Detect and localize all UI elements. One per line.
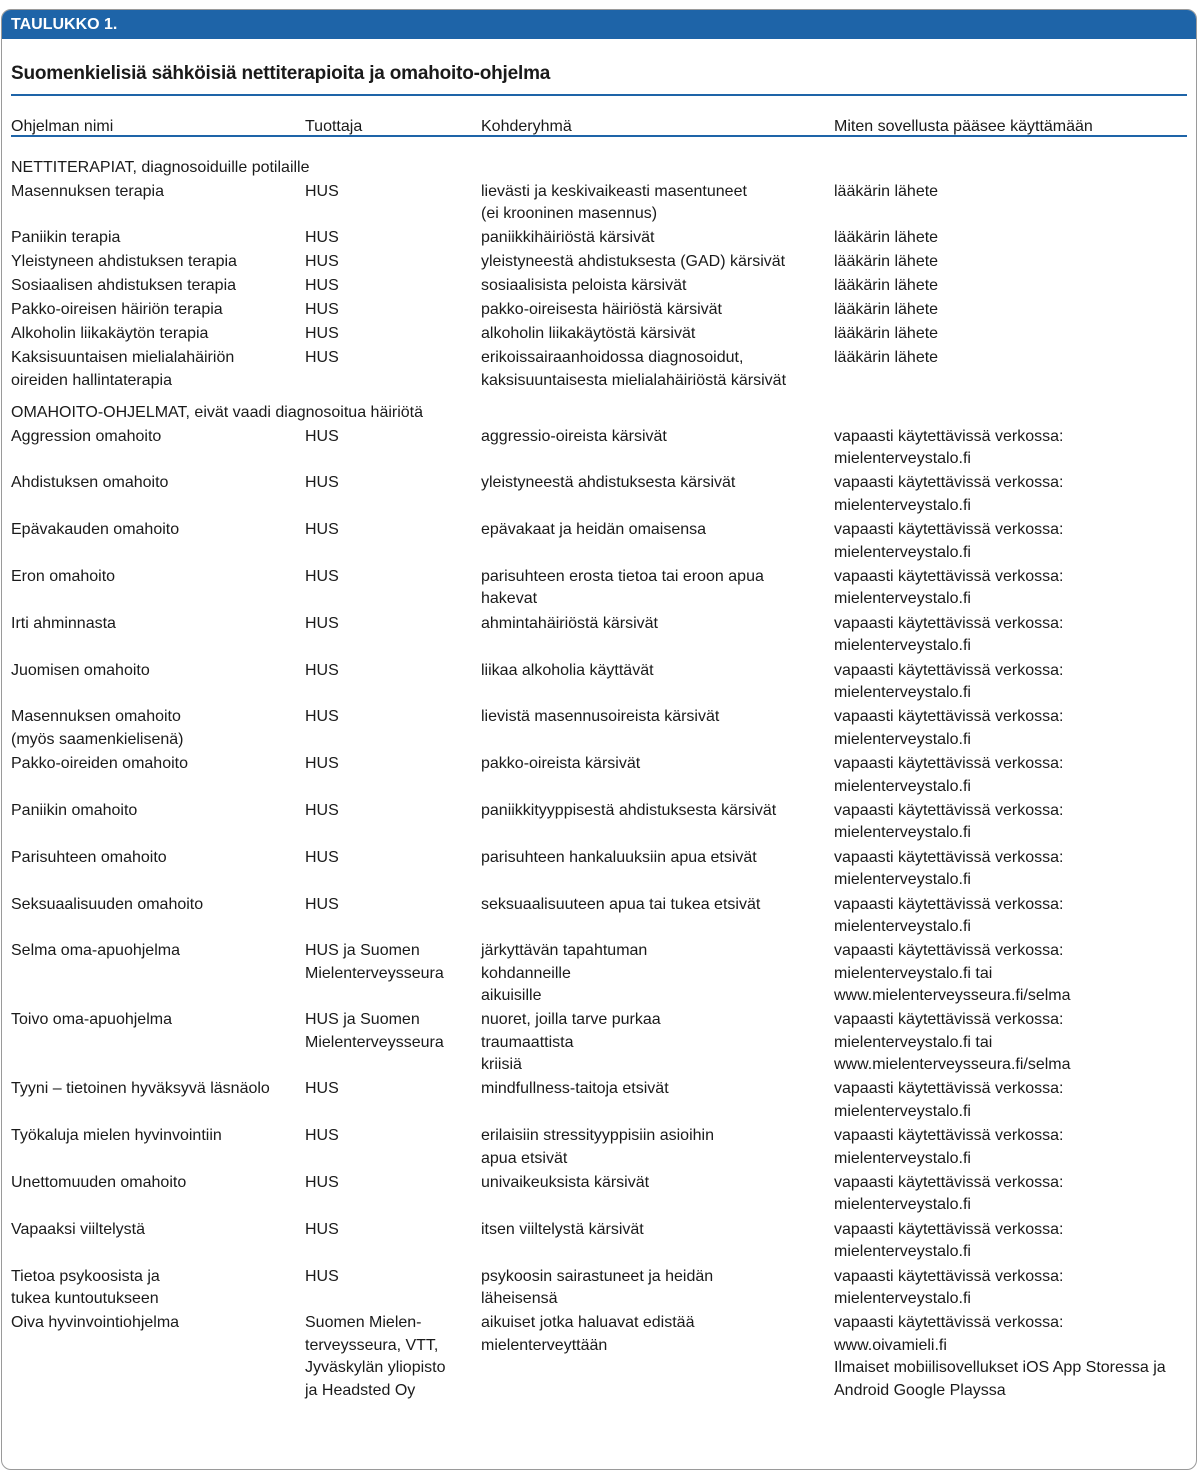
cell-target bbox=[481, 847, 757, 870]
cell-access bbox=[834, 472, 1063, 517]
cell-access bbox=[834, 753, 1063, 798]
cell-producer bbox=[305, 753, 339, 776]
cell-producer bbox=[305, 519, 339, 542]
cell-line: mielenterveystalo.fi bbox=[834, 1243, 971, 1261]
cell-line: erilaisiin stressityyppisiin asioihin bbox=[481, 1127, 714, 1145]
cell-line: lievistä masennusoireista kärsivät bbox=[481, 708, 720, 726]
cell-line: mielenterveystalo.fi bbox=[834, 590, 971, 608]
cell-line: vapaasti käytettävissä verkossa: bbox=[834, 567, 1064, 585]
cell-name bbox=[11, 894, 203, 917]
cell-line: erikoissairaanhoidossa diagnosoidut, bbox=[481, 349, 744, 366]
cell-access bbox=[834, 1125, 1063, 1170]
cell-target bbox=[481, 323, 695, 346]
cell-target bbox=[481, 1266, 713, 1311]
cell-name bbox=[11, 227, 120, 250]
cell-producer bbox=[305, 660, 339, 683]
table-label: TAULUKKO 1. bbox=[11, 16, 118, 33]
cell-target bbox=[481, 894, 760, 917]
cell-name bbox=[11, 1009, 172, 1032]
cell-access bbox=[834, 660, 1063, 705]
cell-line: HUS bbox=[305, 1173, 339, 1191]
cell-line: (myös saamenkielisenä) bbox=[11, 730, 184, 748]
cell-line: nuoret, joilla tarve purkaa bbox=[481, 1011, 661, 1029]
cell-access bbox=[834, 251, 938, 274]
cell-name bbox=[11, 472, 168, 495]
header-divider bbox=[11, 135, 1187, 137]
cell-line: mielenterveystalo.fi bbox=[834, 684, 971, 701]
cell-line: parisuhteen erosta tietoa tai eroon apua bbox=[481, 567, 764, 585]
cell-line: lääkärin lähete bbox=[834, 253, 939, 270]
cell-line: HUS bbox=[305, 567, 339, 585]
cell-access bbox=[834, 275, 938, 298]
cell-line: HUS bbox=[305, 1220, 339, 1238]
column-header-target: Kohderyhmä bbox=[481, 118, 572, 135]
column-header-access: Miten sovellusta pääsee käyttämään bbox=[834, 118, 1093, 135]
cell-producer bbox=[305, 894, 339, 917]
cell-line: alkoholin liikakäytöstä kärsivät bbox=[481, 325, 696, 342]
cell-line: paniikkihäiriöstä kärsivät bbox=[481, 229, 655, 246]
cell-line: Ahdistuksen omahoito bbox=[11, 474, 169, 492]
cell-line: HUS bbox=[305, 277, 339, 294]
cell-target bbox=[481, 1219, 644, 1242]
cell-line: Masennuksen terapia bbox=[11, 182, 164, 200]
cell-line: lääkärin lähete bbox=[834, 325, 939, 342]
cell-access bbox=[834, 940, 1071, 1008]
cell-line: Yleistyneen ahdistuksen terapia bbox=[11, 253, 237, 270]
cell-line: aikuisille bbox=[481, 987, 542, 1005]
cell-line: mielenterveystalo.fi bbox=[834, 730, 971, 748]
cell-line: Alkoholin liikakäytön terapia bbox=[11, 325, 209, 342]
cell-line: aikuiset jotka haluavat edistää bbox=[481, 1314, 695, 1332]
cell-name bbox=[11, 519, 179, 542]
cell-target bbox=[481, 613, 658, 636]
column-header-producer: Tuottaja bbox=[305, 118, 363, 135]
cell-access bbox=[834, 706, 1063, 751]
cell-line: Unettomuuden omahoito bbox=[11, 1173, 187, 1191]
cell-access bbox=[834, 181, 938, 204]
cell-line: HUS bbox=[305, 614, 339, 632]
cell-access bbox=[834, 1172, 1063, 1217]
cell-producer bbox=[305, 1266, 339, 1289]
cell-target bbox=[481, 566, 764, 611]
cell-line: (ei krooninen masennus) bbox=[481, 205, 658, 222]
cell-line: HUS bbox=[305, 1080, 339, 1098]
cell-line: Eron omahoito bbox=[11, 567, 116, 585]
cell-target bbox=[481, 706, 719, 729]
cell-line: Epävakauden omahoito bbox=[11, 521, 180, 539]
cell-line: epävakaat ja heidän omaisensa bbox=[481, 521, 707, 539]
cell-producer bbox=[305, 613, 339, 636]
cell-line: HUS bbox=[305, 661, 339, 679]
cell-line: traumaattista bbox=[481, 1033, 574, 1051]
cell-name bbox=[11, 299, 223, 322]
cell-line: Työkaluja mielen hyvinvointiin bbox=[11, 1127, 222, 1145]
cell-line: vapaasti käytettävissä verkossa: bbox=[834, 1173, 1064, 1191]
cell-line: HUS bbox=[305, 253, 339, 270]
cell-access bbox=[834, 847, 1063, 892]
cell-line: Paniikin terapia bbox=[11, 229, 121, 246]
table-title: Suomenkielisiä sähköisiä nettiterapioita ja omahoito-ohjelma bbox=[11, 63, 551, 84]
cell-line: lääkärin lähete bbox=[834, 301, 939, 318]
column-header-name: Ohjelman nimi bbox=[11, 118, 114, 135]
cell-line: Ilmaiset mobiilisovellukset iOS App Storessa ja bbox=[834, 1359, 1166, 1377]
cell-line: HUS bbox=[305, 708, 339, 726]
cell-line: terveysseura, VTT, bbox=[305, 1336, 439, 1354]
cell-target bbox=[481, 940, 647, 1008]
cell-name bbox=[11, 1219, 145, 1242]
cell-line: yleistyneestä ahdistuksesta kärsivät bbox=[481, 474, 736, 492]
cell-line: vapaasti käytettävissä verkossa: bbox=[834, 1267, 1064, 1285]
cell-line: Suomen Mielen- bbox=[305, 1314, 422, 1332]
cell-line: vapaasti käytettävissä verkossa: bbox=[834, 1127, 1064, 1145]
cell-line: Jyväskylän yliopisto bbox=[305, 1359, 446, 1377]
cell-line: ja Headsted Oy bbox=[305, 1381, 416, 1399]
cell-access bbox=[834, 519, 1063, 564]
cell-line: mielenterveystalo.fi bbox=[834, 637, 971, 655]
cell-line: aggressio-oireista kärsivät bbox=[481, 427, 667, 445]
cell-line: Irti ahminnasta bbox=[11, 614, 116, 632]
cell-target bbox=[481, 1009, 661, 1077]
cell-access bbox=[834, 566, 1063, 611]
cell-producer bbox=[305, 323, 339, 346]
section-heading: OMAHOITO-OHJELMAT, eivät vaadi diagnosoitua häiriötä bbox=[11, 404, 424, 421]
cell-line: Sosiaalisen ahdistuksen terapia bbox=[11, 277, 237, 294]
cell-line: mielenterveyttään bbox=[481, 1336, 608, 1354]
cell-producer bbox=[305, 1219, 339, 1242]
cell-line: vapaasti käytettävissä verkossa: bbox=[834, 708, 1064, 726]
cell-producer bbox=[305, 347, 339, 370]
cell-access bbox=[834, 323, 938, 346]
cell-line: mindfullness-taitoja etsivät bbox=[481, 1080, 669, 1098]
cell-line: vapaasti käytettävissä verkossa: bbox=[834, 614, 1064, 632]
cell-line: vapaasti käytettävissä verkossa: bbox=[834, 1220, 1064, 1238]
cell-line: mielenterveystalo.fi bbox=[834, 1149, 971, 1167]
cell-producer bbox=[305, 1172, 339, 1195]
cell-line: mielenterveystalo.fi bbox=[834, 871, 971, 889]
cell-line: HUS bbox=[305, 349, 339, 366]
cell-line: mielenterveystalo.fi bbox=[834, 543, 971, 561]
cell-name bbox=[11, 800, 137, 823]
cell-line: Juomisen omahoito bbox=[11, 661, 150, 679]
cell-line: HUS ja Suomen bbox=[305, 942, 420, 960]
cell-line: HUS bbox=[305, 1267, 339, 1285]
cell-line: Seksuaalisuuden omahoito bbox=[11, 895, 204, 913]
cell-line: vapaasti käytettävissä verkossa: bbox=[834, 661, 1064, 679]
cell-name bbox=[11, 566, 115, 589]
cell-line: www.oivamieli.fi bbox=[834, 1336, 947, 1354]
cell-line: kaksisuuntaisesta mielialahäiriöstä kärsivät bbox=[481, 371, 787, 389]
cell-line: mielenterveystalo.fi bbox=[834, 918, 971, 935]
cell-line: Kaksisuuntaisen mielialahäiriön bbox=[11, 349, 235, 366]
cell-name bbox=[11, 1312, 179, 1335]
cell-line: vapaasti käytettävissä verkossa: bbox=[834, 895, 1064, 913]
cell-access bbox=[834, 227, 938, 250]
cell-line: parisuhteen hankaluuksiin apua etsivät bbox=[481, 848, 757, 866]
cell-line: lääkärin lähete bbox=[834, 182, 939, 200]
cell-target bbox=[481, 251, 785, 274]
cell-line: vapaasti käytettävissä verkossa: bbox=[834, 521, 1064, 539]
cell-line: HUS bbox=[305, 521, 339, 539]
cell-producer bbox=[305, 299, 339, 322]
cell-line: univaikeuksista kärsivät bbox=[481, 1173, 650, 1191]
cell-target bbox=[481, 1078, 669, 1101]
cell-access bbox=[834, 347, 938, 370]
title-divider bbox=[11, 94, 1187, 96]
cell-producer bbox=[305, 847, 339, 870]
cell-line: mielenterveystalo.fi bbox=[834, 777, 971, 795]
cell-target bbox=[481, 275, 686, 298]
cell-line: liikaa alkoholia käyttävät bbox=[481, 661, 654, 679]
cell-access bbox=[834, 426, 1063, 471]
cell-line: Tietoa psykoosista ja bbox=[11, 1267, 160, 1285]
cell-line: itsen viiltelystä kärsivät bbox=[481, 1220, 644, 1238]
cell-line: lääkärin lähete bbox=[834, 349, 939, 366]
cell-target bbox=[481, 1125, 714, 1170]
cell-producer bbox=[305, 1125, 339, 1148]
cell-line: www.mielenterveysseura.fi/selma bbox=[834, 987, 1071, 1005]
cell-target bbox=[481, 426, 667, 449]
cell-producer bbox=[305, 940, 444, 985]
cell-line: HUS bbox=[305, 325, 339, 342]
cell-line: HUS bbox=[305, 474, 339, 492]
cell-line: HUS ja Suomen bbox=[305, 1011, 420, 1029]
cell-line: kriisiä bbox=[481, 1056, 522, 1074]
cell-line: mielenterveystalo.fi bbox=[834, 1196, 971, 1214]
cell-target bbox=[481, 753, 640, 776]
cell-access bbox=[834, 299, 938, 322]
table-label-bar bbox=[2, 10, 1196, 39]
cell-access bbox=[834, 1078, 1063, 1123]
cell-line: HUS bbox=[305, 755, 339, 773]
cell-name bbox=[11, 940, 180, 963]
cell-line: vapaasti käytettävissä verkossa: bbox=[834, 1314, 1064, 1332]
cell-target bbox=[481, 1172, 649, 1195]
cell-line: HUS bbox=[305, 301, 339, 318]
cell-line: pakko-oireisesta häiriöstä kärsivät bbox=[481, 301, 722, 318]
cell-line: HUS bbox=[305, 848, 339, 866]
cell-producer bbox=[305, 275, 339, 298]
cell-line: Tyyni – tietoinen hyväksyvä läsnäolo bbox=[11, 1080, 270, 1098]
cell-name bbox=[11, 1125, 222, 1148]
cell-access bbox=[834, 1219, 1063, 1264]
cell-line: lievästi ja keskivaikeasti masentuneet bbox=[481, 182, 747, 200]
cell-line: oireiden hallintaterapia bbox=[11, 371, 172, 389]
cell-access bbox=[834, 1009, 1071, 1077]
cell-line: psykoosin sairastuneet ja heidän bbox=[481, 1267, 714, 1285]
cell-line: vapaasti käytettävissä verkossa: bbox=[834, 427, 1064, 445]
cell-line: seksuaalisuuteen apua tai tukea etsivät bbox=[481, 895, 761, 913]
cell-line: vapaasti käytettävissä verkossa: bbox=[834, 1011, 1064, 1029]
cell-producer bbox=[305, 181, 339, 204]
cell-line: Oiva hyvinvointiohjelma bbox=[11, 1314, 180, 1332]
cell-line: Pakko-oireisen häiriön terapia bbox=[11, 301, 223, 318]
cell-name bbox=[11, 1078, 270, 1101]
cell-name bbox=[11, 323, 208, 346]
cell-line: vapaasti käytettävissä verkossa: bbox=[834, 474, 1064, 492]
cell-line: HUS bbox=[305, 895, 339, 913]
cell-name bbox=[11, 181, 164, 204]
section-heading: NETTITERAPIAT, diagnosoiduille potilaille bbox=[11, 159, 310, 176]
cell-line: järkyttävän tapahtuman bbox=[481, 942, 648, 960]
cell-access bbox=[834, 613, 1063, 658]
cell-line: hakevat bbox=[481, 590, 538, 608]
cell-line: HUS bbox=[305, 182, 339, 200]
cell-line: Vapaaksi viiltelystä bbox=[11, 1220, 145, 1238]
cell-name bbox=[11, 706, 184, 751]
cell-line: Selma oma-apuohjelma bbox=[11, 942, 180, 960]
cell-name bbox=[11, 613, 116, 636]
cell-line: HUS bbox=[305, 1127, 339, 1145]
cell-producer bbox=[305, 1009, 444, 1054]
cell-name bbox=[11, 753, 188, 776]
cell-line: yleistyneestä ahdistuksesta (GAD) kärsivät bbox=[481, 253, 786, 270]
cell-line: lääkärin lähete bbox=[834, 229, 939, 246]
cell-target bbox=[481, 660, 654, 683]
cell-line: vapaasti käytettävissä verkossa: bbox=[834, 801, 1064, 819]
cell-access bbox=[834, 894, 1063, 939]
cell-line: mielenterveystalo.fi bbox=[834, 824, 971, 842]
cell-name bbox=[11, 426, 161, 449]
cell-line: Parisuhteen omahoito bbox=[11, 848, 167, 866]
cell-line: Masennuksen omahoito bbox=[11, 708, 181, 726]
cell-producer bbox=[305, 1078, 339, 1101]
cell-producer bbox=[305, 566, 339, 589]
cell-line: mielenterveystalo.fi tai bbox=[834, 964, 993, 982]
cell-line: HUS bbox=[305, 427, 339, 445]
cell-name bbox=[11, 347, 234, 392]
cell-line: apua etsivät bbox=[481, 1149, 568, 1167]
cell-line: mielenterveystalo.fi bbox=[834, 496, 971, 514]
cell-line: lääkärin lähete bbox=[834, 277, 939, 294]
cell-line: Toivo oma-apuohjelma bbox=[11, 1011, 172, 1029]
cell-target bbox=[481, 472, 735, 495]
cell-line: Mielenterveysseura bbox=[305, 1033, 444, 1051]
cell-line: mielenterveystalo.fi bbox=[834, 1290, 971, 1307]
cell-producer bbox=[305, 1312, 446, 1402]
cell-line: tukea kuntoutukseen bbox=[11, 1290, 159, 1307]
cell-producer bbox=[305, 251, 339, 274]
cell-line: ahmintahäiriöstä kärsivät bbox=[481, 614, 658, 632]
cell-line: läheisensä bbox=[481, 1290, 558, 1307]
cell-line: vapaasti käytettävissä verkossa: bbox=[834, 755, 1064, 773]
cell-producer bbox=[305, 800, 339, 823]
cell-line: paniikkityyppisestä ahdistuksesta kärsivät bbox=[481, 801, 777, 819]
cell-line: Pakko-oireiden omahoito bbox=[11, 755, 188, 773]
cell-line: www.mielenterveysseura.fi/selma bbox=[834, 1056, 1071, 1074]
cell-name bbox=[11, 660, 150, 683]
cell-producer bbox=[305, 706, 339, 729]
cell-line: mielenterveystalo.fi tai bbox=[834, 1033, 993, 1051]
cell-line: vapaasti käytettävissä verkossa: bbox=[834, 848, 1064, 866]
cell-target bbox=[481, 1312, 694, 1357]
cell-line: HUS bbox=[305, 801, 339, 819]
cell-producer bbox=[305, 426, 339, 449]
cell-name bbox=[11, 1172, 186, 1195]
cell-producer bbox=[305, 472, 339, 495]
cell-line: kohdanneille bbox=[481, 964, 571, 982]
cell-line: Paniikin omahoito bbox=[11, 801, 138, 819]
cell-name bbox=[11, 275, 236, 298]
cell-name bbox=[11, 251, 237, 274]
cell-line: mielenterveystalo.fi bbox=[834, 1102, 971, 1120]
cell-target bbox=[481, 227, 654, 250]
cell-target bbox=[481, 800, 776, 823]
cell-line: Aggression omahoito bbox=[11, 427, 162, 445]
cell-line: vapaasti käytettävissä verkossa: bbox=[834, 1080, 1064, 1098]
cell-line: Android Google Playssa bbox=[834, 1381, 1006, 1399]
cell-line: Mielenterveysseura bbox=[305, 964, 444, 982]
cell-name bbox=[11, 1266, 160, 1311]
cell-target bbox=[481, 519, 706, 542]
cell-line: sosiaalisista peloista kärsivät bbox=[481, 277, 687, 294]
cell-access bbox=[834, 1312, 1166, 1402]
cell-line: mielenterveystalo.fi bbox=[834, 450, 971, 467]
cell-line: vapaasti käytettävissä verkossa: bbox=[834, 942, 1064, 960]
cell-target bbox=[481, 299, 722, 322]
table-frame bbox=[1, 9, 1197, 1470]
cell-target bbox=[481, 181, 747, 226]
cell-access bbox=[834, 1266, 1063, 1311]
cell-line: pakko-oireista kärsivät bbox=[481, 755, 641, 773]
cell-line: HUS bbox=[305, 229, 339, 246]
cell-target bbox=[481, 347, 786, 392]
cell-producer bbox=[305, 227, 339, 250]
cell-name bbox=[11, 847, 167, 870]
cell-access bbox=[834, 800, 1063, 845]
